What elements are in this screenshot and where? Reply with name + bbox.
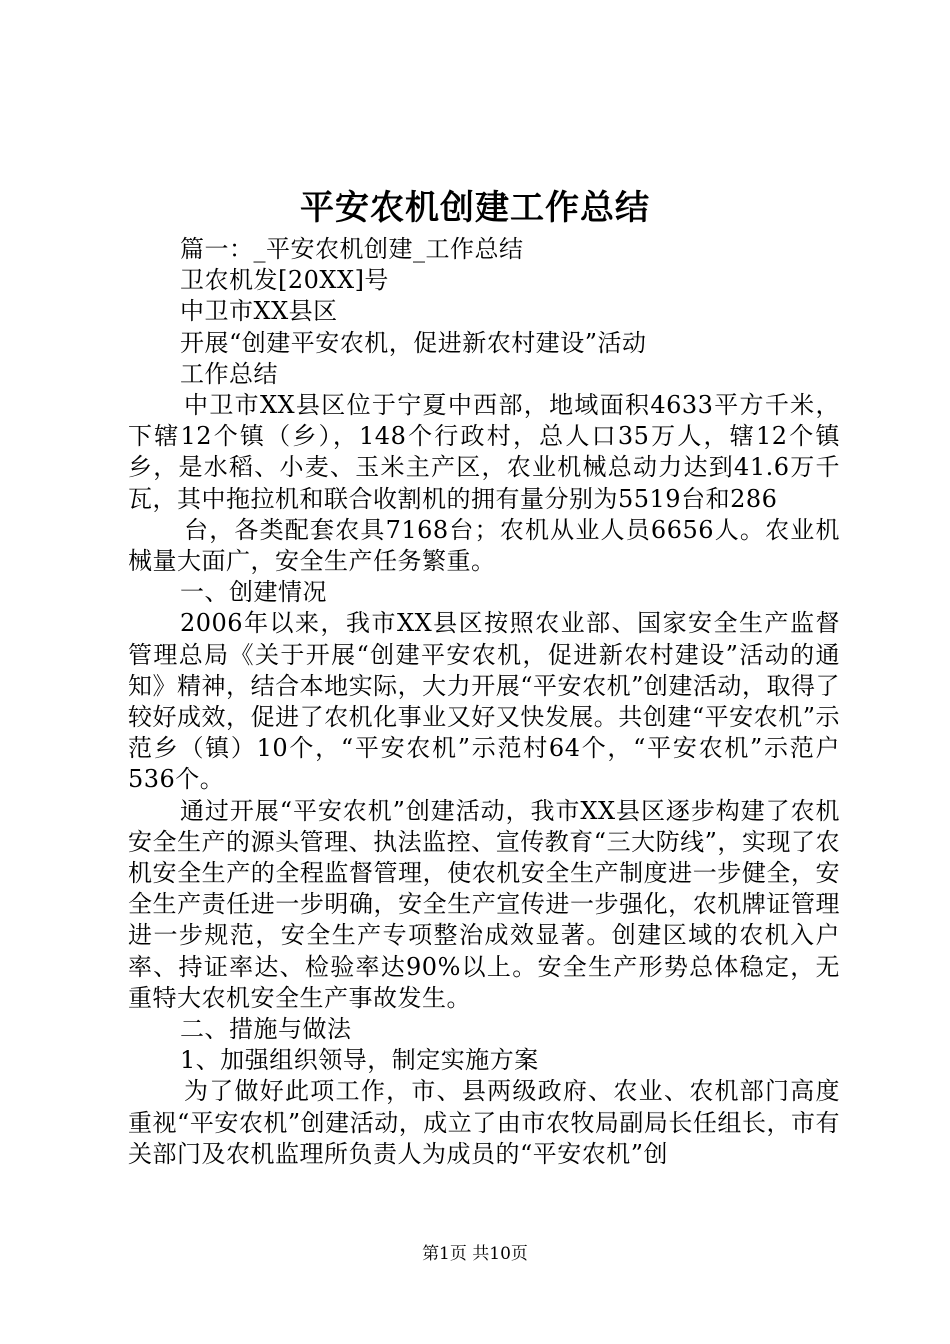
paragraph-creation-details: 2006年以来，我市XX县区按照农业部、国家安全生产监督管理总局《关于开展“创建平安农机，促进新农村建设”活动的通知》精神，结合本地实际，大力开展“平安农机”创建活动，取得了较好成效，促进了农机化事业又好又快发展。共创建“平安农机”示范乡（镇）10个，“平安农机”示范村64个，“平安农机”示范户536个。	[128, 609, 840, 794]
paragraph-summary-label: 工作总结	[180, 359, 278, 388]
paragraph-doc-number: 卫农机发[20XX]号	[180, 266, 389, 295]
paragraph-chapter-heading: 篇一：_平安农机创建_工作总结	[180, 235, 524, 263]
document-title: 平安农机创建工作总结	[300, 188, 650, 228]
paragraph-overview-continued: 台，各类配套农具7168台；农机从业人员6656人。农业机械量大面广，安全生产任务繁重。	[128, 515, 840, 576]
document-body	[128, 234, 840, 1170]
subsection-heading-leadership: 1、加强组织领导，制定实施方案	[180, 1046, 539, 1075]
paragraph-overview: 中卫市XX县区位于宁夏中西部，地域面积4633平方千米，下辖12个镇（乡），148个行政村，总人口35万人，辖12个镇乡，是水稻、小麦、玉米主产区，农业机械总动力达到41.6万千瓦，其中拖拉机和联合收割机的拥有量分别为5519台和286	[128, 391, 840, 513]
paragraph-leadership: 为了做好此项工作，市、县两级政府、农业、农机部门高度重视“平安农机”创建活动，成立了由市农牧局副局长任组长，市有关部门及农机监理所负责人为成员的“平安农机”创	[128, 1077, 840, 1168]
section-heading-measures: 二、措施与做法	[180, 1015, 352, 1044]
paragraph-activity-title: 开展“创建平安农机，促进新农村建设”活动	[180, 328, 647, 357]
page-footer: 第1页 共10页	[422, 1244, 528, 1264]
paragraph-region: 中卫市XX县区	[180, 297, 338, 326]
paragraph-creation-results: 通过开展“平安农机”创建活动，我市XX县区逐步构建了农机安全生产的源头管理、执法监控、宣传教育“三大防线”，实现了农机安全生产的全程监督管理，使农机安全生产制度进一步健全，安全生产责任进一步明确，安全生产宣传进一步强化，农机牌证管理进一步规范，安全生产专项整治成效显著。创建区域的农机入户率、持证率达、检验率达90%以上。安全生产形势总体稳定，无重特大农机安全生产事故发生。	[128, 796, 840, 1012]
section-heading-creation: 一、创建情况	[180, 578, 327, 607]
